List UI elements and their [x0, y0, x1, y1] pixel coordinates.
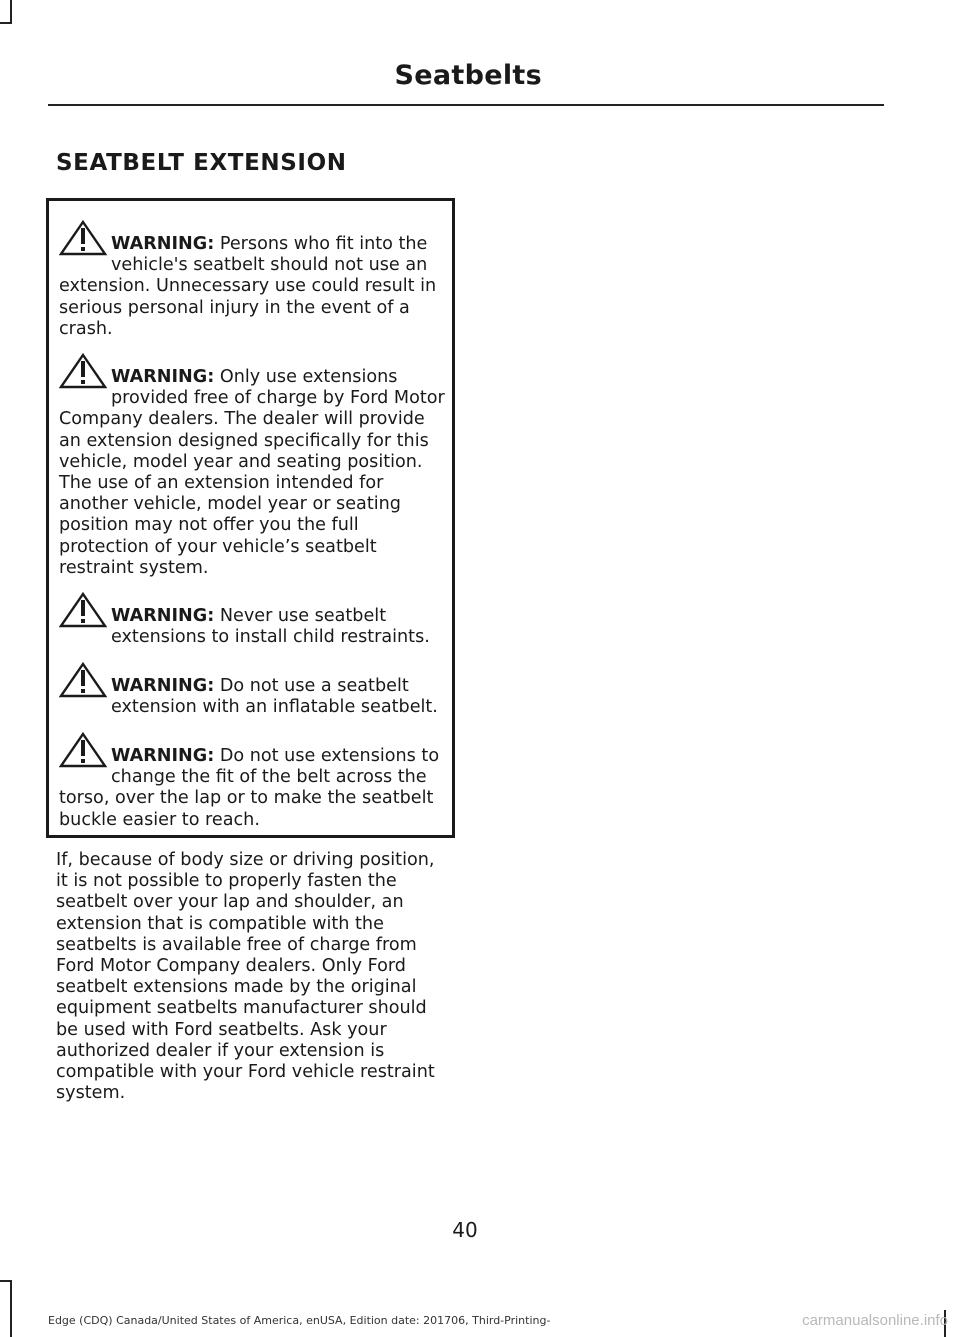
body-paragraph: If, because of body size or driving position, it is not possible to properly fasten the seatbelt over your lap and shoulder, an extension that is compatible with the seatbelts is available free of charge from Ford Motor Company dealers. Only Ford seatbelt extensions made by the original equipment seatbelts manufacturer should be used with Ford seatbelts. Ask your authorized dealer if your extension is compatible with your Ford vehicle restraint system. — [56, 850, 435, 1104]
crop-mark-top-left-h — [0, 22, 12, 24]
watermark: carmanualsonline.info — [802, 1312, 948, 1329]
warning-label: WARNING: — [111, 367, 215, 387]
crop-mark-bottom-left — [10, 1280, 12, 1337]
warning-text: Do not use a seatbelt extension with an inflatable seatbelt. — [111, 676, 438, 718]
page-header-title: Seatbelts — [394, 60, 542, 91]
warning-5 — [59, 746, 447, 831]
warning-box — [46, 198, 455, 838]
warning-text: Do not use extensions to change the fit of the belt across the torso, over the lap or to make the seatbelt buckle easier to reach. — [59, 746, 440, 830]
warning-1 — [59, 234, 447, 340]
section-heading: SEATBELT EXTENSION — [56, 150, 347, 176]
edition-footer: Edge (CDQ) Canada/United States of America, enUSA, Edition date: 201706, Third-Printing- — [48, 1314, 551, 1327]
warning-label: WARNING: — [111, 606, 215, 626]
warning-3 — [59, 606, 447, 648]
crop-mark-bottom-left-h — [0, 1280, 12, 1282]
warning-triangle-icon — [59, 220, 107, 256]
warning-text: Persons who fit into the vehicle's seatbelt should not use an extension. Unnecessary use could result in serious personal injury in the event of a crash. — [59, 234, 437, 339]
warning-label: WARNING: — [111, 234, 215, 254]
warning-4 — [59, 676, 447, 718]
warning-triangle-icon — [59, 732, 107, 768]
warning-text: Only use extensions provided free of charge by Ford Motor Company dealers. The dealer will provide an extension designed specifically for this vehicle, model year and seating position. The use of an extension intended for another vehicle, model year or seating position may not offer you the full protection of your vehicle’s seatbelt restraint system. — [59, 367, 445, 578]
warning-triangle-icon — [59, 592, 107, 628]
warning-text: Never use seatbelt extensions to install child restraints. — [111, 606, 430, 648]
crop-mark-top-left — [10, 0, 12, 22]
warning-label: WARNING: — [111, 746, 215, 766]
warning-2 — [59, 367, 447, 579]
warning-label: WARNING: — [111, 676, 215, 696]
page-number: 40 — [452, 1218, 478, 1242]
warning-triangle-icon — [59, 662, 107, 698]
header-divider — [48, 104, 884, 106]
warning-triangle-icon — [59, 353, 107, 389]
